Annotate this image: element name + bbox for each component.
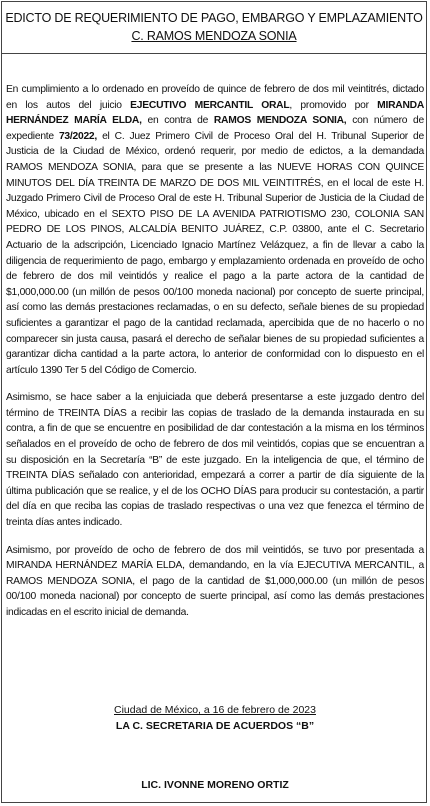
edict-subtitle: C. RAMOS MENDOZA SONIA: [131, 29, 297, 43]
edict-header: [2, 2, 426, 54]
paragraph-requirement: En cumplimiento a lo ordenado en proveído de quince de febrero de dos mil veintitrés, dictado en los autos del juicio EJECUTIVO MERCANTIL ORAL, promovido por MIRANDA HERNÁNDEZ MARÍA ELDA, en contra de RAMOS MENDOZA SONIA, con número de expediente 73/2022, el C. Juez Primero Civil de Proceso Oral del H. Tribunal Superior de Justicia de la Ciudad de México, ordenó requerir, por medio de edictos, a la demandada RAMOS MENDOZA SONIA, para que se presente a las NUEVE HORAS CON QUINCE MINUTOS DEL DÍA TREINTA DE MARZO DE DOS MIL VEINTITRÉS, en el local de este H. Juzgado Primero Civil de Proceso Oral de este H. Tribunal Superior de Justicia de la Ciudad de México, ubicado en el SEXTO PISO DE LA AVENIDA PATRIOTISMO 230, COLONIA SAN PEDRO DE LOS PINOS, ALCALDÍA BENITO JUÁREZ, C.P. 03800, ante el C. Secretario Actuario de la adscripción, Licenciado Ignacio Martínez Velázquez, a fin de llevar a cabo la diligencia de requerimiento de pago, embargo y emplazamiento ordenada en proveído de ocho de febrero de dos mil veintidós y realice el pago a la parte actora de la cantidad de $1,000,000.00 (un millón de pesos 00/100 moneda nacional) por concepto de suerte principal, así como las demás prestaciones reclamadas, o en su defecto, señale bienes de su propiedad suficientes a garantizar el pago de la cantidad reclamada, apercibida que de no hacerlo o no comparecer sin justa causa, pasará el derecho de señalar bienes de su propiedad suficientes a garantizar dicha cantidad a la parte actora, lo anterior de conformidad con lo dispuesto en el artículo 1390 Ter 5 del Código de Comercio.: [6, 84, 425, 376]
place-date: Ciudad de México, a 16 de febrero de 2023: [114, 704, 316, 716]
edict-body: [6, 82, 424, 633]
signature-block: [0, 702, 430, 734]
paragraph-notice: Asimismo, se hace saber a la enjuiciada que deberá presentarse a este juzgado dentro del término de TREINTA DÍAS a recibir las copias de traslado de la demanda instaurada en su contra, a fin de que se encuentre en posibilidad de dar contestación a la misma en los términos señalados en el proveído de ocho de febrero de dos mil veintidós, copias que se encuentran a su disposición en la Secretaría “B” de este juzgado. En la inteligencia de que, el término de TREINTA DÍAS señalado con anterioridad, empezará a correr a partir de día siguiente de la última publicación que se realice, y el de los OCHO DÍAS para producir su contestación, a partir del día en que reciba las copias de traslado respectivas o una vez que fenezca el término de treinta días antes indicado.: [6, 392, 424, 529]
paragraph-claim: Asimismo, por proveído de ocho de febrero de dos mil veintidós, se tuvo por presentada a MIRANDA HERNÁNDEZ MARÍA ELDA, demandando, en la vía EJECUTIVA MERCANTIL, a RAMOS MENDOZA SONIA, el pago de la cantidad de $1,000,000.00 (un millón de pesos 00/100 moneda nacional) por concepto de suerte principal, así como las demás prestaciones indicadas en el escrito inicial de demanda.: [6, 544, 424, 618]
edict-title: EDICTO DE REQUERIMIENTO DE PAGO, EMBARGO Y EMPLAZAMIENTO: [5, 11, 423, 25]
signer-name: LIC. IVONNE MORENO ORTIZ: [141, 779, 289, 791]
signer-office: LA C. SECRETARIA DE ACUERDOS “B”: [115, 720, 315, 732]
